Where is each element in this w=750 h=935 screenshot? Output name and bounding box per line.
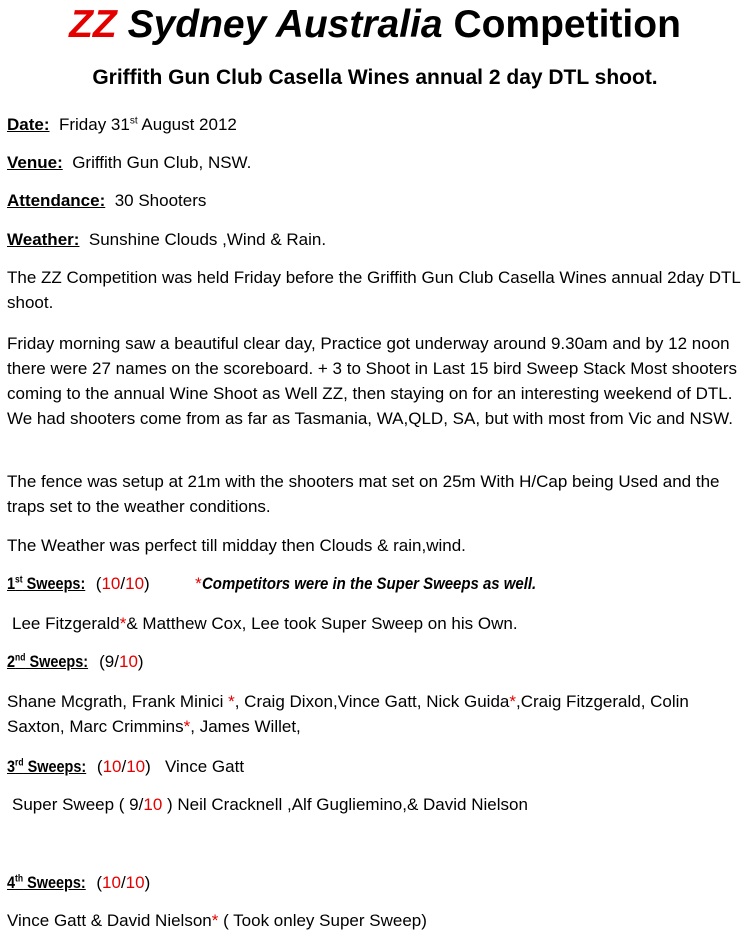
sweep-4-label: 4th Sweeps: <box>7 873 86 892</box>
page-title <box>0 2 750 48</box>
title-city: Sydney Australia <box>127 3 443 46</box>
sweep-1-score-b: 10 <box>125 574 145 593</box>
sweep-3-winner: Vince Gatt <box>164 757 245 776</box>
weather-label: Weather: <box>7 230 80 249</box>
attendance-label: Attendance: <box>7 191 106 210</box>
weather-value: Sunshine Clouds ,Wind & Rain. <box>88 230 327 249</box>
sweep-2-score-a: 9 <box>104 652 115 671</box>
sweep-2-label: 2nd Sweeps: <box>7 652 89 671</box>
sweep-3-score-a: 10 <box>102 757 122 776</box>
paragraph-1: The ZZ Competition was held Friday before the Griffith Gun Club Casella Wines annual 2day DTL shoot. <box>7 268 741 312</box>
paragraph-3: The fence was setup at 21m with the shooters mat set on 25m With H/Cap being Used and the traps set to the weather conditions. <box>7 472 720 516</box>
sweep-1-score-a: 10 <box>101 574 121 593</box>
date-value-sup: st <box>129 115 138 127</box>
sweep-2-names: Shane Mcgrath, Frank Minici *, Craig Dixon,Vince Gatt, Nick Guida*,Craig Fitzgerald, Colin Saxton, Marc Crimmins*, James Willet, <box>7 692 689 736</box>
date-label: Date: <box>7 115 50 134</box>
sweep-3-heading: 3rd Sweeps: (10/10) Vince Gatt <box>7 757 245 776</box>
sweep-1-winners: Lee Fitzgerald*& Matthew Cox, Lee took Super Sweep on his Own. <box>12 614 518 633</box>
paragraph-4: The Weather was perfect till midday then Clouds & rain,wind. <box>7 536 466 555</box>
sweep-1-note: Competitors were in the Super Sweeps as well. <box>201 574 537 593</box>
venue-label: Venue: <box>7 153 63 172</box>
title-zz: ZZ <box>69 3 117 46</box>
sweep-2-score-b: 10 <box>118 652 138 671</box>
sweep-1-note-star: * <box>195 574 202 593</box>
sweep-4-score-a: 10 <box>102 873 121 892</box>
date-line <box>7 114 237 136</box>
sweep-3-label: 3rd Sweeps: <box>7 757 87 776</box>
weather-line <box>7 229 326 251</box>
paragraph-2: Friday morning saw a beautiful clear day, Practice got underway around 9.30am and by 12 noon there were 27 names on the scoreboard. + 3 to Shoot in Last 15 bird Sweep Stack Most shooters coming to the annual Wine Shoot as Well ZZ, then staying on for an interesting weekend of DTL. We had shooters come from as far as Tasmania, WA,QLD, SA, but with most from Vic and NSW. <box>7 334 738 428</box>
page-subtitle: Griffith Gun Club Casella Wines annual 2 day DTL shoot. <box>92 66 658 89</box>
sweep-1-heading: 1st Sweeps: (10/10) *Competitors were in the Super Sweeps as well. <box>7 574 537 593</box>
sweep-3-score-b: 10 <box>126 757 146 776</box>
venue-value: Griffith Gun Club, NSW. <box>72 153 252 172</box>
attendance-value: 30 Shooters <box>114 191 207 210</box>
attendance-line <box>7 190 206 212</box>
sweep-2-heading: 2nd Sweeps: (9/10) <box>7 652 144 671</box>
date-value-post: August 2012 <box>137 115 237 134</box>
sweep-4-heading: 4th Sweeps: (10/10) <box>7 873 151 892</box>
sweep-4-winners: Vince Gatt & David Nielson* ( Took onley Super Sweep) <box>7 911 427 930</box>
sweep-1-label: 1st Sweeps: <box>7 574 86 593</box>
venue-line <box>7 152 251 174</box>
title-rest: Competition <box>453 3 681 46</box>
sweep-4-score-b: 10 <box>125 873 145 892</box>
date-value-pre: Friday 31 <box>58 115 130 134</box>
super-sweep-line: Super Sweep ( 9/10 ) Neil Cracknell ,Alf Gugliemino,& David Nielson <box>12 795 528 814</box>
